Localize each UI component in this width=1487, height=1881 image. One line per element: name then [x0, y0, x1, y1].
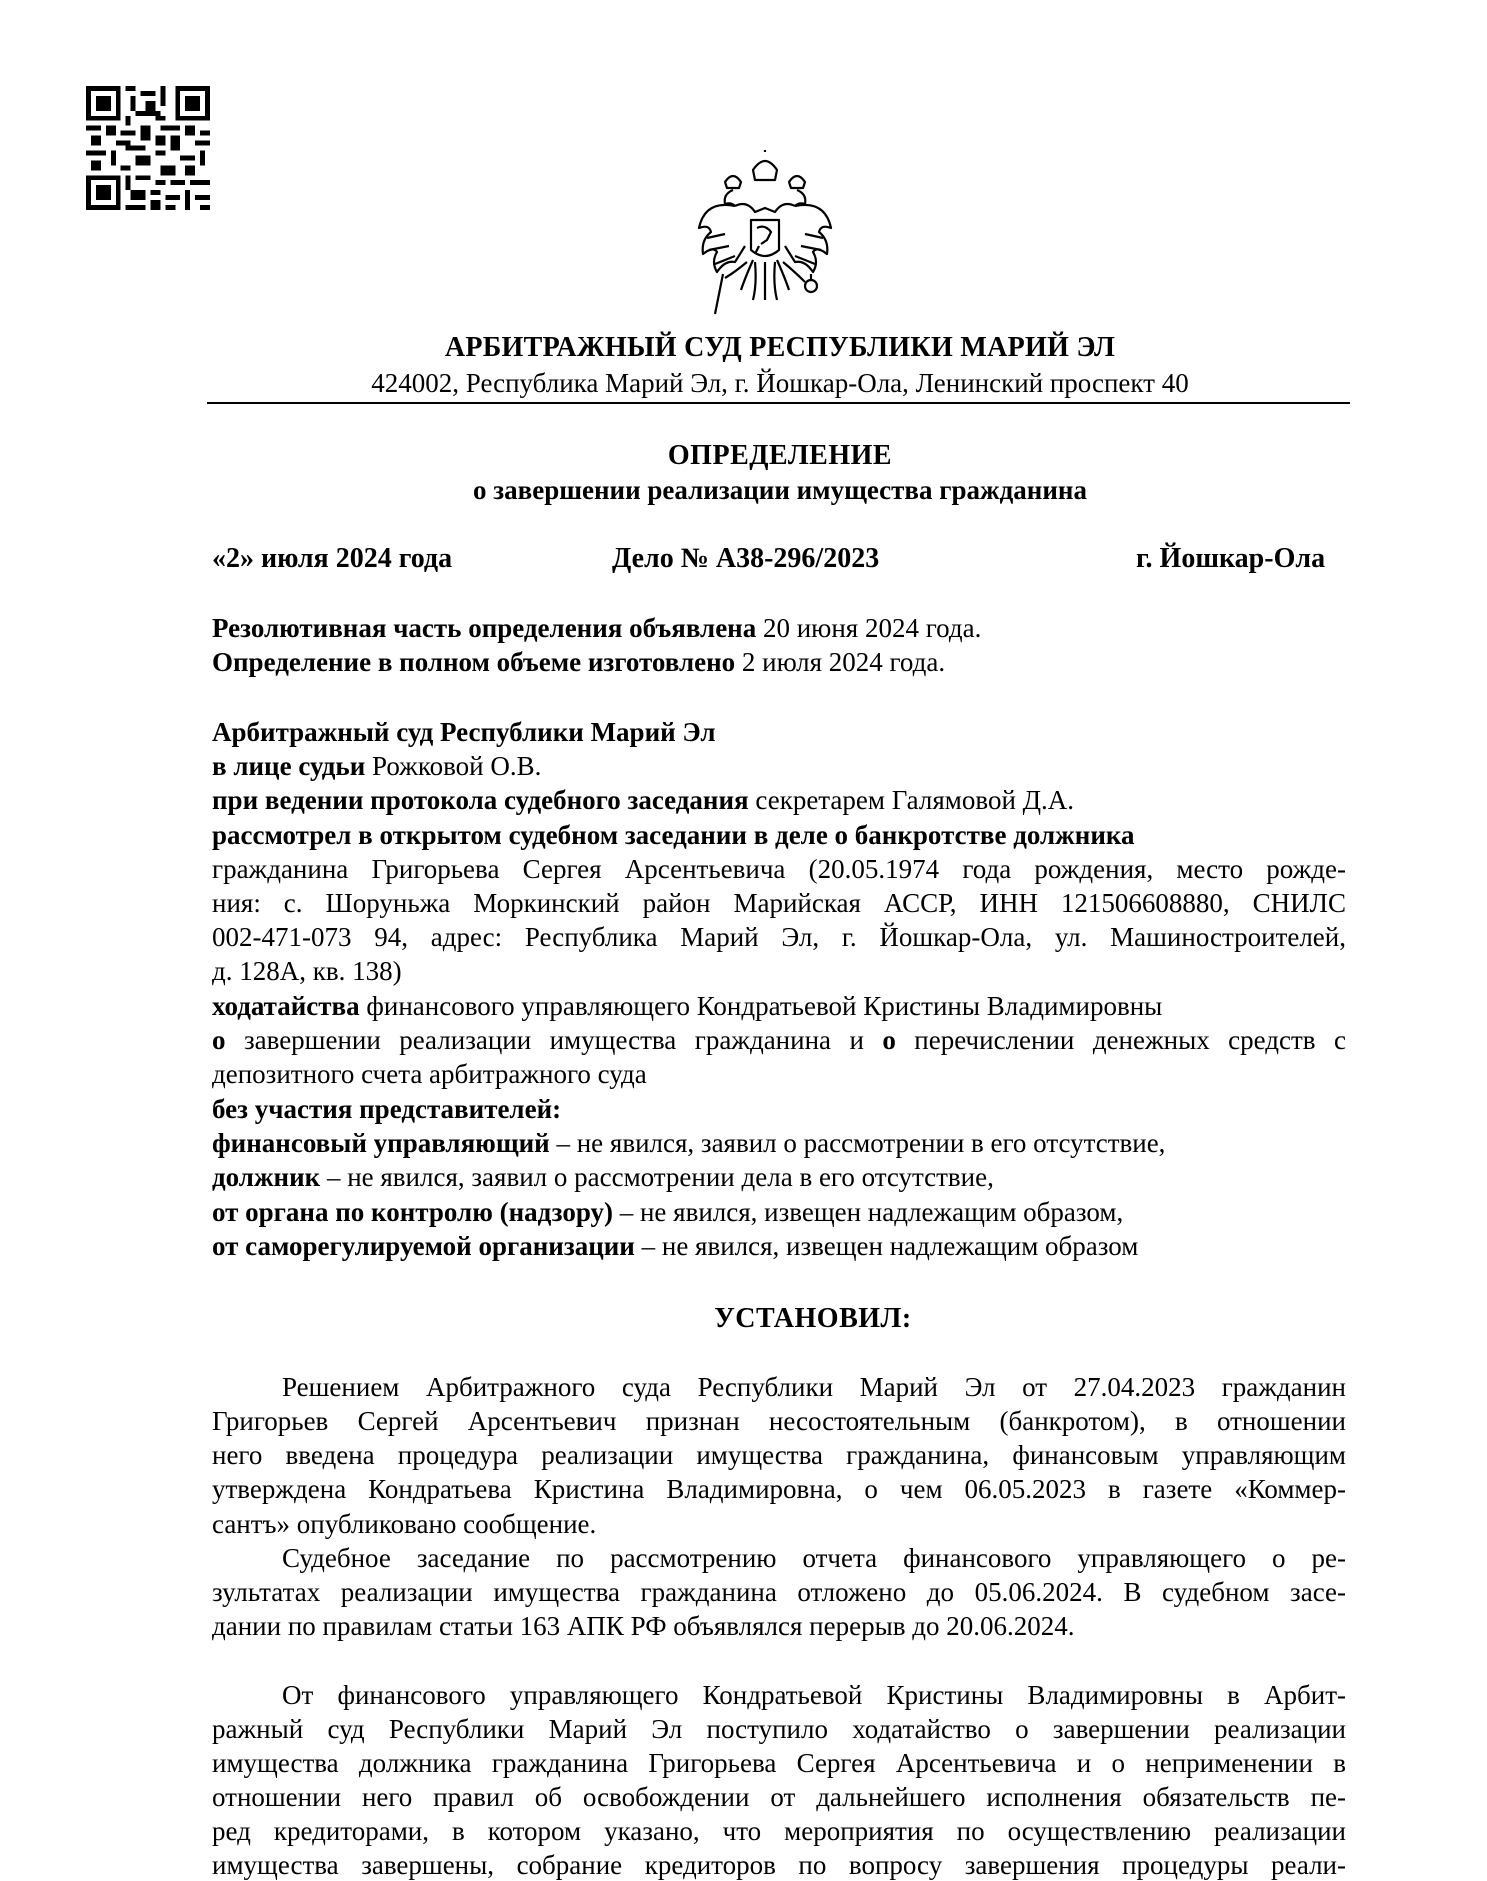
court-line: Арбитражный суд Республики Марий Эл	[212, 717, 716, 747]
debtor-line: ния: с. Шоруньжа Моркинский район Марийская АССР, ИНН 121506608880, СНИЛС	[212, 888, 1346, 918]
judge-line	[212, 751, 541, 782]
paragraph-line: него введена процедура реализации имущества гражданина, финансовым управляющим	[212, 1440, 1346, 1470]
operative-part-label: Резолютивная часть определения объявлена	[212, 613, 757, 643]
considered-line: рассмотрел в открытом судебном заседании в деле о банкротстве должника	[212, 820, 1135, 850]
operative-part-date: 20 июня 2024 года.	[756, 613, 982, 643]
no-representatives-line: без участия представителей:	[212, 1094, 562, 1124]
debtor-line: 002-471-073 94, адрес: Республика Марий Эл, г. Йошкар-Ола, ул. Машиностроителей,	[212, 922, 1346, 952]
debtor-line: гражданина Григорьева Сергея Арсентьевича (20.05.1974 года рождения, место рожде-	[212, 854, 1346, 884]
paragraph-line: Решением Арбитражного суда Республики Марий Эл от 27.04.2023 гражданин	[282, 1372, 1346, 1402]
petition-line-last: депозитного счета арбитражного суда	[212, 1059, 647, 1089]
petition-subject-line: о завершении реализации имущества гражданина и о перечислении денежных средств с	[212, 1025, 1346, 1055]
paragraph-line: От финансового управляющего Кондратьевой Кристины Владимировны в Арбит-	[282, 1680, 1346, 1710]
full-text-line	[212, 647, 945, 678]
paragraph-line: Судебное заседание по рассмотрению отчета финансового управляющего о ре-	[282, 1543, 1346, 1573]
paragraph-line: имущества завершены, собрание кредиторов по вопросу завершения процедуры реали-	[212, 1850, 1346, 1880]
secretary-name: секретарем Галямовой Д.А.	[748, 785, 1075, 815]
debtor-line-last: д. 128А, кв. 138)	[212, 956, 402, 986]
coat-of-arms-emblem	[694, 150, 836, 320]
paragraph-line: ред кредиторами, в котором указано, что мероприятия по осуществлению реализации	[212, 1816, 1346, 1846]
case-number: Дело № А38-296/2023	[612, 543, 880, 574]
paragraph-line-last: дании по правилам статьи 163 АПК РФ объявлялся перерыв до 20.06.2024.	[212, 1611, 1075, 1641]
header-divider	[207, 402, 1350, 404]
judge-label: в лице судьи	[212, 751, 366, 781]
debtor-attendance-line: должник – не явился, заявил о рассмотрении дела в его отсутствие,	[212, 1162, 994, 1192]
petition-line: ходатайства финансового управляющего Кондратьевой Кристины Владимировны	[212, 991, 1163, 1021]
document-city: г. Йошкар-Ола	[1136, 543, 1326, 574]
document-title: ОПРЕДЕЛЕНИЕ	[667, 440, 893, 471]
qr-code	[86, 86, 210, 210]
document-subtitle: о завершении реализации имущества гражданина	[473, 475, 1087, 505]
financial-manager-line: финансовый управляющий – не явился, заявил о рассмотрении в его отсутствие,	[212, 1128, 1166, 1158]
established-heading: УСТАНОВИЛ:	[714, 1303, 912, 1334]
court-address: 424002, Республика Марий Эл, г. Йошкар-Ола, Ленинский проспект 40	[371, 368, 1189, 398]
sro-line: от саморегулируемой организации – не явился, извещен надлежащим образом	[212, 1231, 1139, 1261]
secretary-label: при ведении протокола судебного заседания	[212, 785, 749, 815]
control-body-line: от органа по контролю (надзору) – не явился, извещен надлежащим образом,	[212, 1197, 1124, 1227]
secretary-line	[212, 785, 1074, 816]
judge-name: Рожковой О.В.	[365, 751, 542, 781]
paragraph-line: ражный суд Республики Марий Эл поступило ходатайство о завершении реализации	[212, 1714, 1346, 1744]
document-date: «2» июля 2024 года	[212, 543, 453, 574]
paragraph-line-last: сантъ» опубликовано сообщение.	[212, 1509, 597, 1539]
paragraph-line: утверждена Кондратьева Кристина Владимировна, о чем 06.05.2023 в газете «Коммер-	[212, 1474, 1346, 1504]
paragraph-line: отношении него правил об освобождении от дальнейшего исполнения обязательств пе-	[212, 1782, 1346, 1812]
paragraph-line: имущества должника гражданина Григорьева Сергея Арсентьевича и о неприменении в	[212, 1748, 1346, 1778]
petition-label: ходатайства	[212, 991, 360, 1021]
full-text-date: 2 июля 2024 года.	[735, 647, 946, 677]
paragraph-line: Григорьев Сергей Арсентьевич признан несостоятельным (банкротом), в отношении	[212, 1406, 1346, 1436]
paragraph-line: зультатах реализации имущества гражданина отложено до 05.06.2024. В судебном засе-	[212, 1577, 1346, 1607]
court-name: АРБИТРАЖНЫЙ СУД РЕСПУБЛИКИ МАРИЙ ЭЛ	[444, 332, 1116, 363]
operative-part-line	[212, 613, 981, 644]
full-text-label: Определение в полном объеме изготовлено	[212, 647, 736, 677]
